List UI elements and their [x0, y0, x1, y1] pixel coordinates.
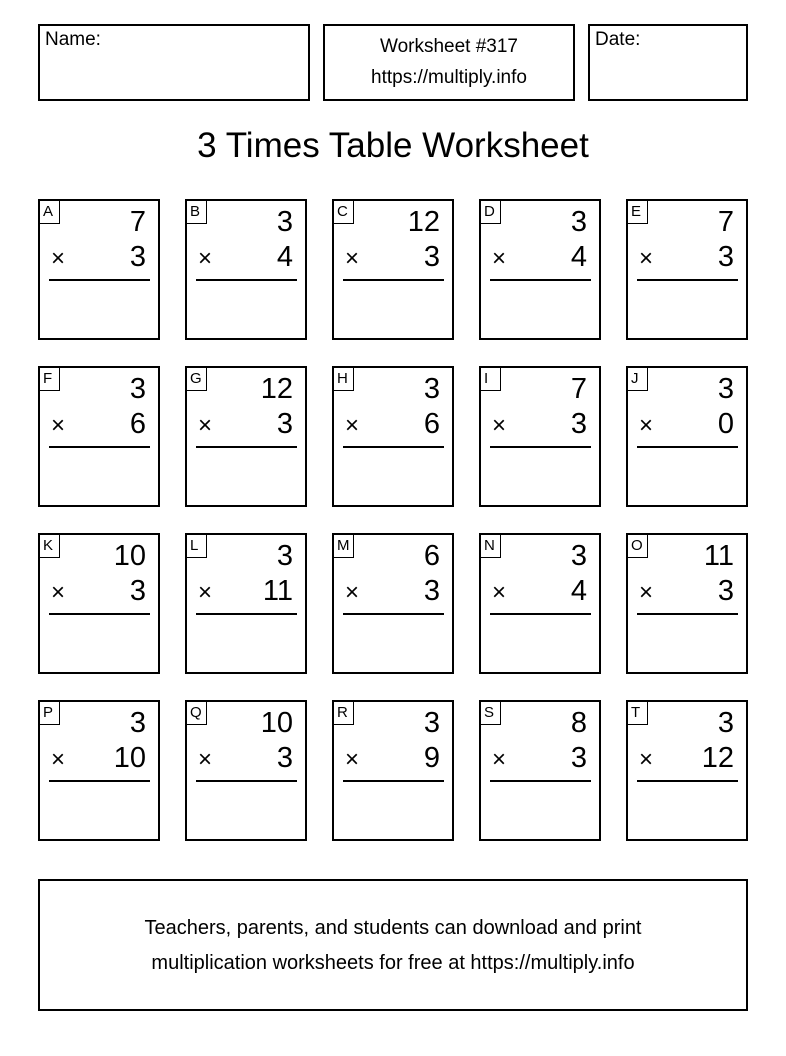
multiplicand: 3 — [423, 373, 440, 405]
multiplicand: 8 — [570, 707, 587, 739]
times-sign: × — [492, 412, 507, 439]
multiplicand: 3 — [570, 540, 587, 572]
multiplier: 3 — [717, 575, 734, 607]
problem-card — [626, 533, 748, 674]
problem-letter: T — [628, 702, 648, 725]
multiplier: 3 — [276, 742, 293, 774]
answer-line — [490, 613, 591, 615]
problem-letter: J — [628, 368, 648, 391]
answer-line — [49, 446, 150, 448]
problem-card — [332, 366, 454, 507]
problem-card — [626, 700, 748, 841]
multiplicand: 3 — [717, 707, 734, 739]
times-sign: × — [198, 412, 213, 439]
multiplier: 4 — [570, 241, 587, 273]
multiplier: 9 — [423, 742, 440, 774]
multiplicand: 12 — [260, 373, 293, 405]
problem-letter: P — [40, 702, 60, 725]
answer-line — [637, 279, 738, 281]
times-sign: × — [51, 746, 66, 773]
answer-line — [343, 613, 444, 615]
problem-letter: R — [334, 702, 354, 725]
multiplier: 3 — [129, 575, 146, 607]
problem-card — [626, 366, 748, 507]
answer-line — [490, 780, 591, 782]
date-label: Date: — [595, 29, 641, 50]
times-sign: × — [51, 245, 66, 272]
times-sign: × — [639, 746, 654, 773]
problem-card — [332, 533, 454, 674]
multiplier: 6 — [423, 408, 440, 440]
times-sign: × — [198, 746, 213, 773]
problem-letter: K — [40, 535, 60, 558]
problem-card — [185, 533, 307, 674]
times-sign: × — [345, 579, 360, 606]
name-label: Name: — [45, 29, 101, 50]
multiplier: 3 — [570, 408, 587, 440]
times-sign: × — [198, 245, 213, 272]
multiplicand: 6 — [423, 540, 440, 572]
problem-card — [626, 199, 748, 340]
times-sign: × — [492, 579, 507, 606]
times-sign: × — [639, 245, 654, 272]
multiplicand: 7 — [570, 373, 587, 405]
problem-card — [332, 700, 454, 841]
worksheet-info-box — [323, 24, 575, 101]
problem-letter: G — [187, 368, 207, 391]
answer-line — [343, 279, 444, 281]
multiplicand: 3 — [129, 707, 146, 739]
multiplicand: 11 — [703, 540, 734, 572]
problem-card — [185, 700, 307, 841]
problem-letter: H — [334, 368, 354, 391]
problem-card — [38, 199, 160, 340]
problem-letter: A — [40, 201, 60, 224]
multiplier: 3 — [423, 241, 440, 273]
multiplier: 4 — [276, 241, 293, 273]
answer-line — [49, 279, 150, 281]
multiplicand: 10 — [260, 707, 293, 739]
problem-letter: M — [334, 535, 354, 558]
answer-line — [637, 446, 738, 448]
problem-letter: D — [481, 201, 501, 224]
multiplier: 4 — [570, 575, 587, 607]
problem-letter: F — [40, 368, 60, 391]
worksheet-url: https://multiply.info — [371, 67, 527, 88]
times-sign: × — [639, 412, 654, 439]
multiplicand: 3 — [276, 540, 293, 572]
multiplicand: 3 — [717, 373, 734, 405]
multiplicand: 12 — [407, 206, 440, 238]
answer-line — [637, 613, 738, 615]
multiplier: 3 — [129, 241, 146, 273]
answer-line — [196, 780, 297, 782]
problem-letter: L — [187, 535, 207, 558]
problem-letter: C — [334, 201, 354, 224]
answer-line — [49, 613, 150, 615]
multiplier: 0 — [717, 408, 734, 440]
worksheet-number: Worksheet #317 — [379, 36, 518, 57]
problem-card — [38, 533, 160, 674]
answer-line — [196, 613, 297, 615]
problem-letter: E — [628, 201, 648, 224]
answer-line — [343, 780, 444, 782]
answer-line — [637, 780, 738, 782]
footer-line-1: Teachers, parents, and students can download and print — [144, 917, 642, 939]
multiplicand: 3 — [570, 206, 587, 238]
times-sign: × — [492, 746, 507, 773]
problem-letter: N — [481, 535, 501, 558]
footer-box — [38, 879, 748, 1011]
multiplicand: 7 — [717, 206, 734, 238]
multiplier: 3 — [570, 742, 587, 774]
problem-card — [185, 366, 307, 507]
name-box — [38, 24, 310, 101]
times-sign: × — [345, 245, 360, 272]
problem-card — [38, 700, 160, 841]
problem-card — [332, 199, 454, 340]
multiplicand: 7 — [129, 206, 146, 238]
problem-letter: B — [187, 201, 207, 224]
times-sign: × — [51, 412, 66, 439]
problem-card — [38, 366, 160, 507]
multiplier: 11 — [262, 575, 293, 607]
problem-card — [185, 199, 307, 340]
problem-letter: O — [628, 535, 648, 558]
times-sign: × — [492, 245, 507, 272]
problem-letter: Q — [187, 702, 207, 725]
multiplicand: 3 — [129, 373, 146, 405]
times-sign: × — [345, 412, 360, 439]
multiplier: 3 — [423, 575, 440, 607]
problem-card — [479, 366, 601, 507]
answer-line — [343, 446, 444, 448]
date-box — [588, 24, 748, 101]
multiplicand: 3 — [276, 206, 293, 238]
answer-line — [490, 446, 591, 448]
multiplier: 3 — [717, 241, 734, 273]
multiplier: 12 — [701, 742, 734, 774]
answer-line — [490, 279, 591, 281]
multiplier: 10 — [113, 742, 146, 774]
times-sign: × — [51, 579, 66, 606]
problem-card — [479, 199, 601, 340]
multiplicand: 10 — [113, 540, 146, 572]
times-sign: × — [198, 579, 213, 606]
problem-card — [479, 533, 601, 674]
multiplier: 6 — [129, 408, 146, 440]
problem-card — [479, 700, 601, 841]
footer-line-2: multiplication worksheets for free at https://multiply.info — [151, 952, 635, 974]
problem-letter: S — [481, 702, 501, 725]
multiplicand: 3 — [423, 707, 440, 739]
multiplier: 3 — [276, 408, 293, 440]
answer-line — [49, 780, 150, 782]
times-sign: × — [345, 746, 360, 773]
answer-line — [196, 446, 297, 448]
page-title: 3 Times Table Worksheet — [197, 126, 589, 165]
answer-line — [196, 279, 297, 281]
times-sign: × — [639, 579, 654, 606]
problem-letter: I — [481, 368, 501, 391]
